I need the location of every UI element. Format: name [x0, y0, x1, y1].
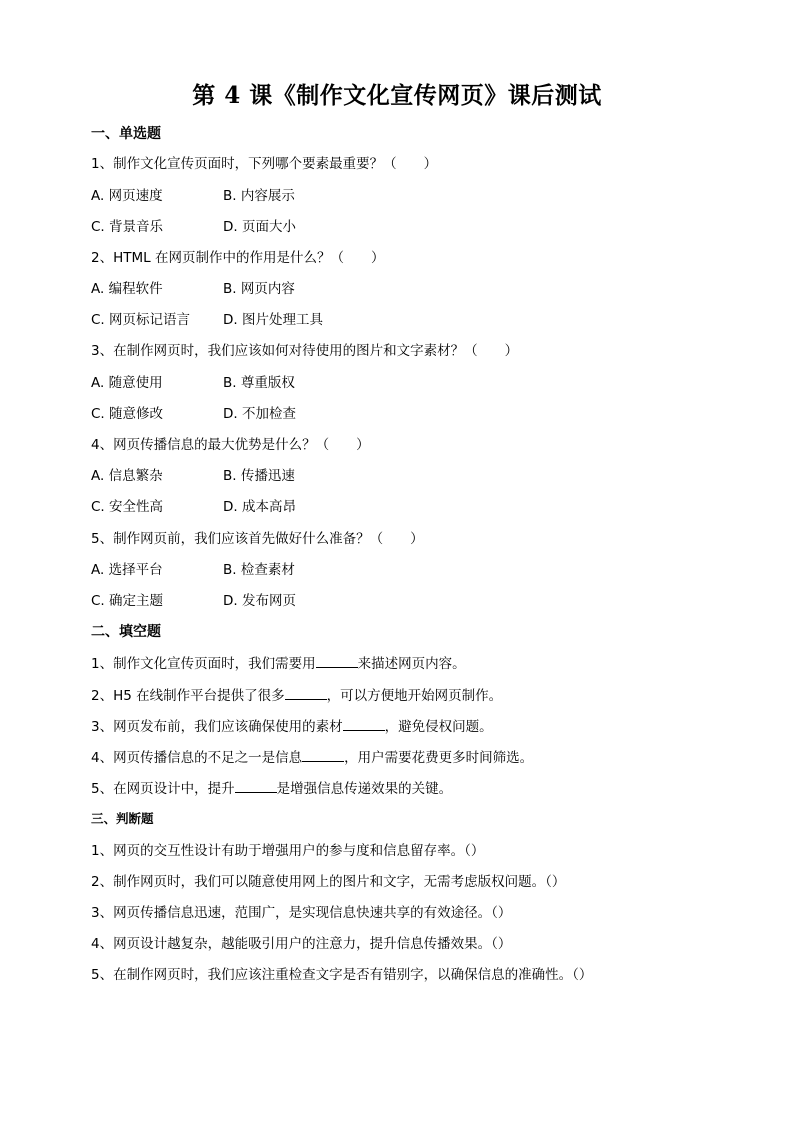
- judge-question-1: 1、网页的交互性设计有助于增强用户的参与度和信息留存率。（）: [91, 843, 485, 859]
- fill-question-5-before: 5、在网页设计中，提升: [91, 781, 235, 797]
- question-5-option-d: D. 发布网页: [223, 593, 296, 609]
- page-title: 第 4 课《制作文化宣传网页》课后测试: [192, 82, 602, 109]
- question-1-option-b: B. 内容展示: [223, 188, 295, 204]
- fill-question-3: [91, 716, 493, 737]
- fill-question-4-before: 4、网页传播信息的不足之一是信息: [91, 750, 303, 766]
- question-5-option-a: A. 选择平台: [91, 562, 163, 578]
- question-2-option-a: A. 编程软件: [91, 281, 163, 297]
- fill-question-3-after: ，避免侵权问题。: [384, 719, 493, 735]
- question-2-option-c: C. 网页标记语言: [91, 312, 191, 328]
- section-heading-true-false: 三、判断题: [91, 811, 154, 826]
- question-2-option-d: D. 图片处理工具: [223, 312, 323, 328]
- fill-question-4-after: ，用户需要花费更多时间筛选。: [344, 750, 534, 766]
- question-3-option-d: D. 不加检查: [223, 406, 296, 422]
- fill-question-2-after: ，可以方便地开始网页制作。: [326, 688, 503, 704]
- question-4-option-a: A. 信息繁杂: [91, 468, 163, 484]
- question-3: 3、在制作网页时，我们应该如何对待使用的图片和文字素材？（ ）: [91, 343, 519, 359]
- section-heading-single-choice: 一、单选题: [91, 126, 161, 142]
- question-5: 5、制作网页前，我们应该首先做好什么准备？（ ）: [91, 531, 424, 547]
- fill-question-1: [91, 653, 466, 674]
- fill-question-1-before: 1、制作文化宣传页面时，我们需要用: [91, 656, 316, 672]
- question-3-option-c: C. 随意修改: [91, 406, 164, 422]
- answer-blank: [302, 747, 344, 762]
- question-1-option-a: A. 网页速度: [91, 188, 163, 204]
- section-heading-fill-blank: 二、填空题: [91, 624, 161, 640]
- answer-blank: [285, 685, 327, 700]
- fill-question-5: [91, 778, 452, 799]
- question-5-option-c: C. 确定主题: [91, 593, 164, 609]
- question-1-option-d: D. 页面大小: [223, 219, 296, 235]
- judge-question-5: 5、在制作网页时，我们应该注重检查文字是否有错别字，以确保信息的准确性。（）: [91, 967, 593, 983]
- fill-question-4: [91, 747, 533, 768]
- question-3-option-b: B. 尊重版权: [223, 375, 295, 391]
- question-4-option-d: D. 成本高昂: [223, 499, 296, 515]
- answer-blank: [235, 778, 277, 793]
- fill-question-2-before: 2、H5 在线制作平台提供了很多: [91, 688, 285, 704]
- answer-blank: [343, 716, 385, 731]
- fill-question-2: [91, 685, 502, 706]
- question-1-option-c: C. 背景音乐: [91, 219, 164, 235]
- fill-question-3-before: 3、网页发布前，我们应该确保使用的素材: [91, 719, 343, 735]
- question-3-option-a: A. 随意使用: [91, 375, 163, 391]
- question-4-option-b: B. 传播迅速: [223, 468, 295, 484]
- question-2-option-b: B. 网页内容: [223, 281, 295, 297]
- judge-question-2: 2、制作网页时，我们可以随意使用网上的图片和文字，无需考虑版权问题。（）: [91, 874, 566, 890]
- judge-question-4: 4、网页设计越复杂，越能吸引用户的注意力，提升信息传播效果。（）: [91, 936, 512, 952]
- answer-blank: [316, 653, 358, 668]
- fill-question-1-after: 来描述网页内容。: [357, 656, 466, 672]
- question-2: 2、HTML 在网页制作中的作用是什么？（ ）: [91, 250, 385, 266]
- fill-question-5-after: 是增强信息传递效果的关键。: [276, 781, 453, 797]
- judge-question-3: 3、网页传播信息迅速，范围广，是实现信息快速共享的有效途径。（）: [91, 905, 512, 921]
- question-5-option-b: B. 检查素材: [223, 562, 295, 578]
- question-4-option-c: C. 安全性高: [91, 499, 164, 515]
- question-4: 4、网页传播信息的最大优势是什么？（ ）: [91, 437, 370, 453]
- question-1: 1、制作文化宣传页面时，下列哪个要素最重要？（ ）: [91, 156, 438, 172]
